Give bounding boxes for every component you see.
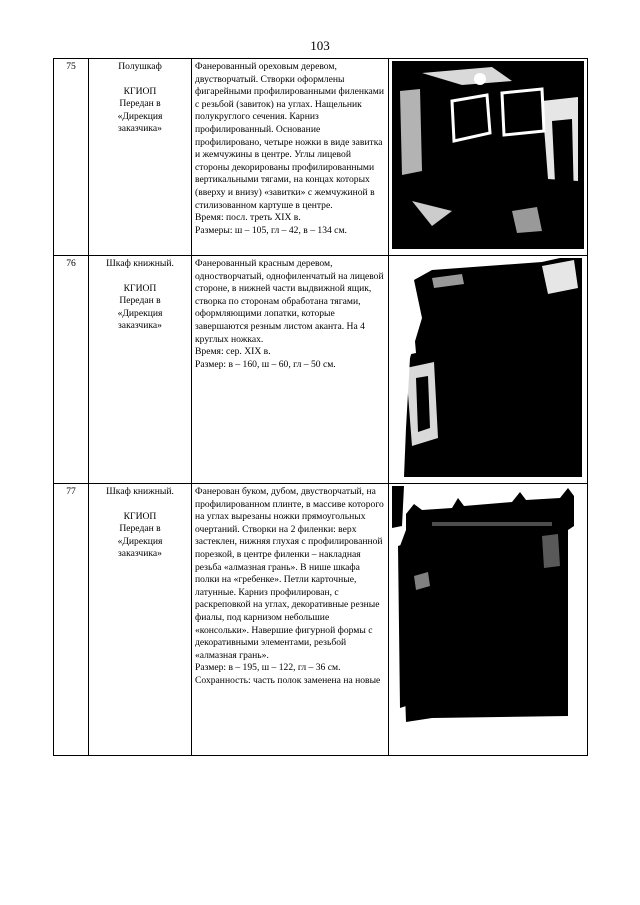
item-owner [92,511,188,561]
owner-line: Передан в [119,523,161,535]
item-description-cell [192,256,389,484]
item-number: 75 [54,59,89,256]
table-row [54,256,588,484]
item-description: Фанерован буком, дубом, двустворчатый, на профилированном плинте, в массиве которого на углах вырезаны ножки прямоугольных очертаний. Створки на 2 филенки: верх застеклен, нижняя глухая с профилированной порезкой, в центре филенки – накладная резьба «алмазная грань». В нише шкафа полки на «гребенке». Петли карточные, латунные. Карниз профилирован, с раскреповкой на углах, декоративные резные фиалы, под карнизом небольшие «консольки». Навершие фигурной формы с декоративными элементами, резьбой «алмазная грань». [195,486,384,661]
item-time: Время: сер. XIX в. [195,346,271,358]
owner-line: Передан в [119,295,161,307]
page-number: 103 [310,38,330,53]
item-photo [392,486,584,749]
owner-line: КГИОП [123,510,157,522]
owner-line: «Дирекция [117,110,163,122]
item-photo-cell [389,59,588,256]
item-description: Фанерованный красным деревом, одностворчатый, однофиленчатый на лицевой стороне, в нижней части выдвижной ящик, створка по сторонам обработана тягами, оформляющими лопатки, которые завершаются резным листом аканта. На 4 круглых ножках. [195,258,384,345]
item-name-cell [89,256,192,484]
table-row [54,484,588,756]
item-time: Время: посл. треть XIX в. [195,212,301,224]
item-number: 77 [54,484,89,756]
owner-line: заказчика» [118,320,162,332]
cabinet-photo-75 [392,61,582,249]
item-photo-cell [389,256,588,484]
item-size: Размеры: ш – 105, гл – 42, в – 134 см. [195,224,347,236]
item-name: Шкаф книжный. [106,486,174,497]
owner-line: заказчика» [118,123,162,135]
item-photo [392,258,584,477]
item-name: Полушкаф [118,61,162,72]
item-description-cell [192,484,389,756]
owner-line: заказчика» [118,548,162,560]
table-row [54,59,588,256]
owner-line: КГИОП [123,85,157,97]
item-description-cell [192,59,389,256]
owner-line: «Дирекция [117,535,163,547]
item-name-cell [89,484,192,756]
item-owner [92,86,188,136]
owner-line: Передан в [119,98,161,110]
item-name-cell [89,59,192,256]
inventory-table [53,58,588,756]
item-photo [392,61,584,249]
cabinet-photo-76 [392,258,582,477]
owner-line: «Дирекция [117,307,163,319]
item-size: Размер: в – 160, ш – 60, гл – 50 см. [195,358,336,370]
item-owner [92,283,188,333]
item-note: Сохранность: часть полок заменена на новые [195,674,381,686]
item-photo-cell [389,484,588,756]
cabinet-photo-77 [392,486,582,749]
item-name: Шкаф книжный. [106,258,174,269]
owner-line: КГИОП [123,282,157,294]
item-number: 76 [54,256,89,484]
item-description: Фанерованный ореховым деревом, двустворчатый. Створки оформлены фигарейными профилированными филенками с резьбой (завиток) на углах. Нащельник полукруглого сечения. Карниз профилированный. Основание профилировано, четыре ножки в виде завитка и жемчужины в центре. Углы лицевой стороны декорированы профилированными вертикальными тягами, на концах которых (вверху и внизу) «завитки» с жемчужиной в стилизованном картуше в центре. [195,61,384,211]
item-size: Размер: в – 195, ш – 122, гл – 36 см. [195,662,341,674]
